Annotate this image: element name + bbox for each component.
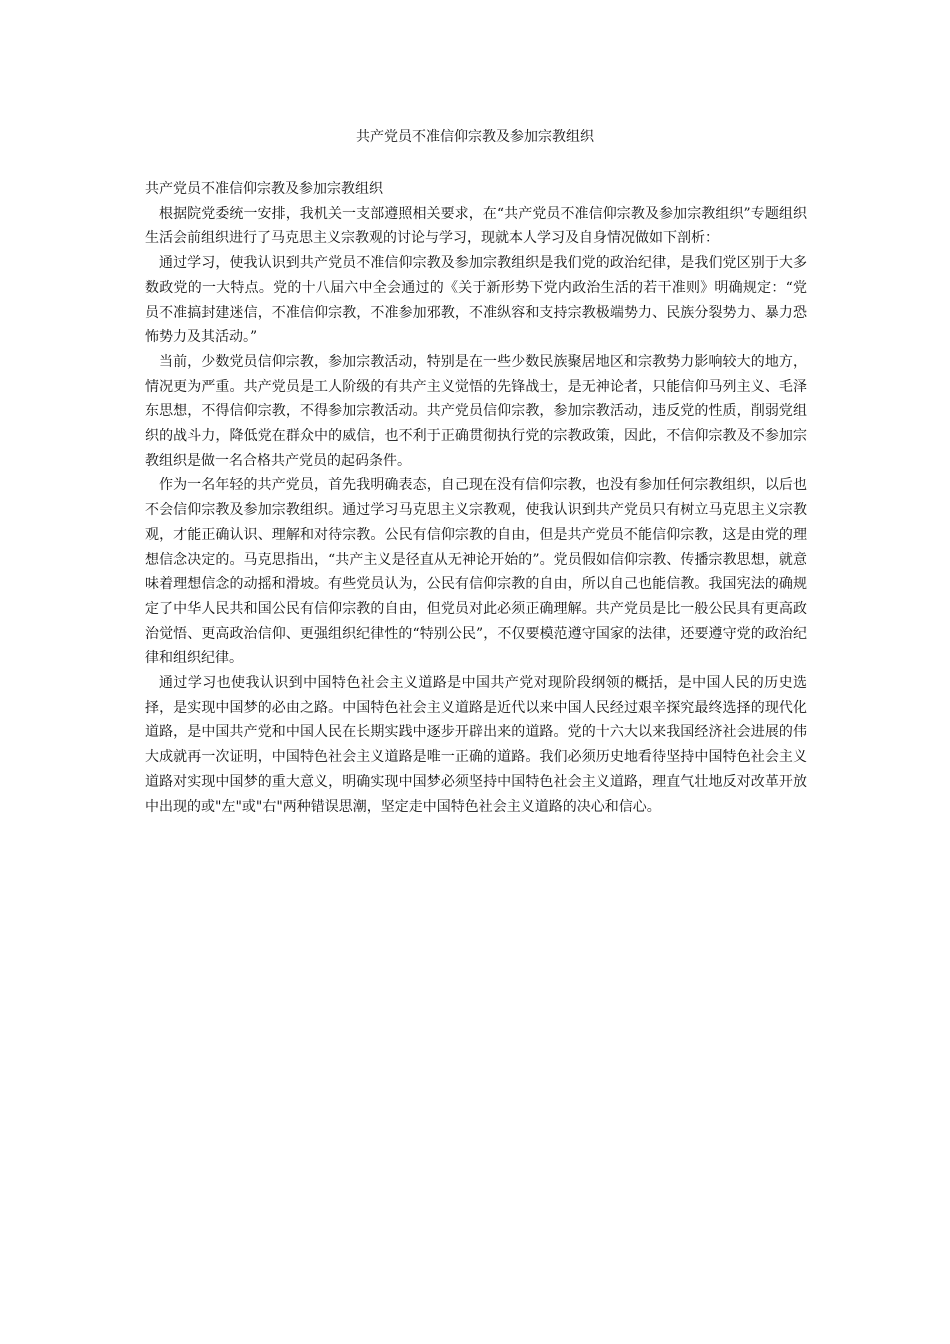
document-subtitle: 共产党员不准信仰宗教及参加宗教组织 — [145, 181, 383, 197]
document-body — [145, 177, 807, 819]
paragraph: 通过学习也使我认识到中国特色社会主义道路是中国共产党对现阶段纲领的概括，是中国人民的历史选择，是实现中国梦的必由之路。中国特色社会主义道路是近代以来中国人民经过艰辛探究最终选择的现代化道路，是中国共产党和中国人民在长期实践中逐步开辟出来的道路。党的十六大以来我国经济社会进展的伟大成就再一次证明，中国特色社会主义道路是唯一正确的道路。我们必须历史地看待坚持中国特色社会主义道路对实现中国梦的重大意义，明确实现中国梦必须坚持中国特色社会主义道路，理直气壮地反对改革开放中出现的或"左"或"右"两种错误思潮，坚定走中国特色社会主义道路的决心和信心。 — [145, 675, 807, 815]
document-title: 共产党员不准信仰宗教及参加宗教组织 — [356, 129, 594, 145]
paragraph: 当前，少数党员信仰宗教，参加宗教活动，特别是在一些少数民族聚居地区和宗教势力影响较大的地方，情况更为严重。共产党员是工人阶级的有共产主义觉悟的先锋战士，是无神论者，只能信仰马列主义、毛泽东思想，不得信仰宗教，不得参加宗教活动。共产党员信仰宗教，参加宗教活动，违反党的性质，削弱党组织的战斗力，降低党在群众中的威信，也不利于正确贯彻执行党的宗教政策，因此，不信仰宗教及不参加宗教组织是做一名合格共产党员的起码条件。 — [145, 353, 807, 469]
paragraph: 作为一名年轻的共产党员，首先我明确表态，自己现在没有信仰宗教，也没有参加任何宗教组织，以后也不会信仰宗教及参加宗教组织。通过学习马克思主义宗教观，使我认识到共产党员只有树立马克思主义宗教观，才能正确认识、理解和对待宗教。公民有信仰宗教的自由，但是共产党员不能信仰宗教，这是由党的理想信念决定的。马克思指出，“共产主义是径直从无神论开始的”。党员假如信仰宗教、传播宗教思想，就意味着理想信念的动摇和滑坡。有些党员认为，公民有信仰宗教的自由，所以自己也能信教。我国宪法的确规定了中华人民共和国公民有信仰宗教的自由，但党员对此必须正确理解。共产党员是比一般公民具有更高政治觉悟、更高政治信仰、更强组织纪律性的“特别公民”，不仅要模范遵守国家的法律，还要遵守党的政治纪律和组织纪律。 — [145, 477, 807, 667]
paragraph: 根据院党委统一安排，我机关一支部遵照相关要求，在“共产党员不准信仰宗教及参加宗教组织”专题组织生活会前组织进行了马克思主义宗教观的讨论与学习，现就本人学习及自身情况做如下剖析： — [145, 205, 807, 247]
paragraph: 通过学习，使我认识到共产党员不准信仰宗教及参加宗教组织是我们党的政治纪律，是我们党区别于大多数政党的一大特点。党的十八届六中全会通过的《关于新形势下党内政治生活的若干准则》明确规定：“党员不准搞封建迷信，不准信仰宗教，不准参加邪教，不准纵容和支持宗教极端势力、民族分裂势力、暴力恐怖势力及其活动。” — [145, 255, 807, 346]
